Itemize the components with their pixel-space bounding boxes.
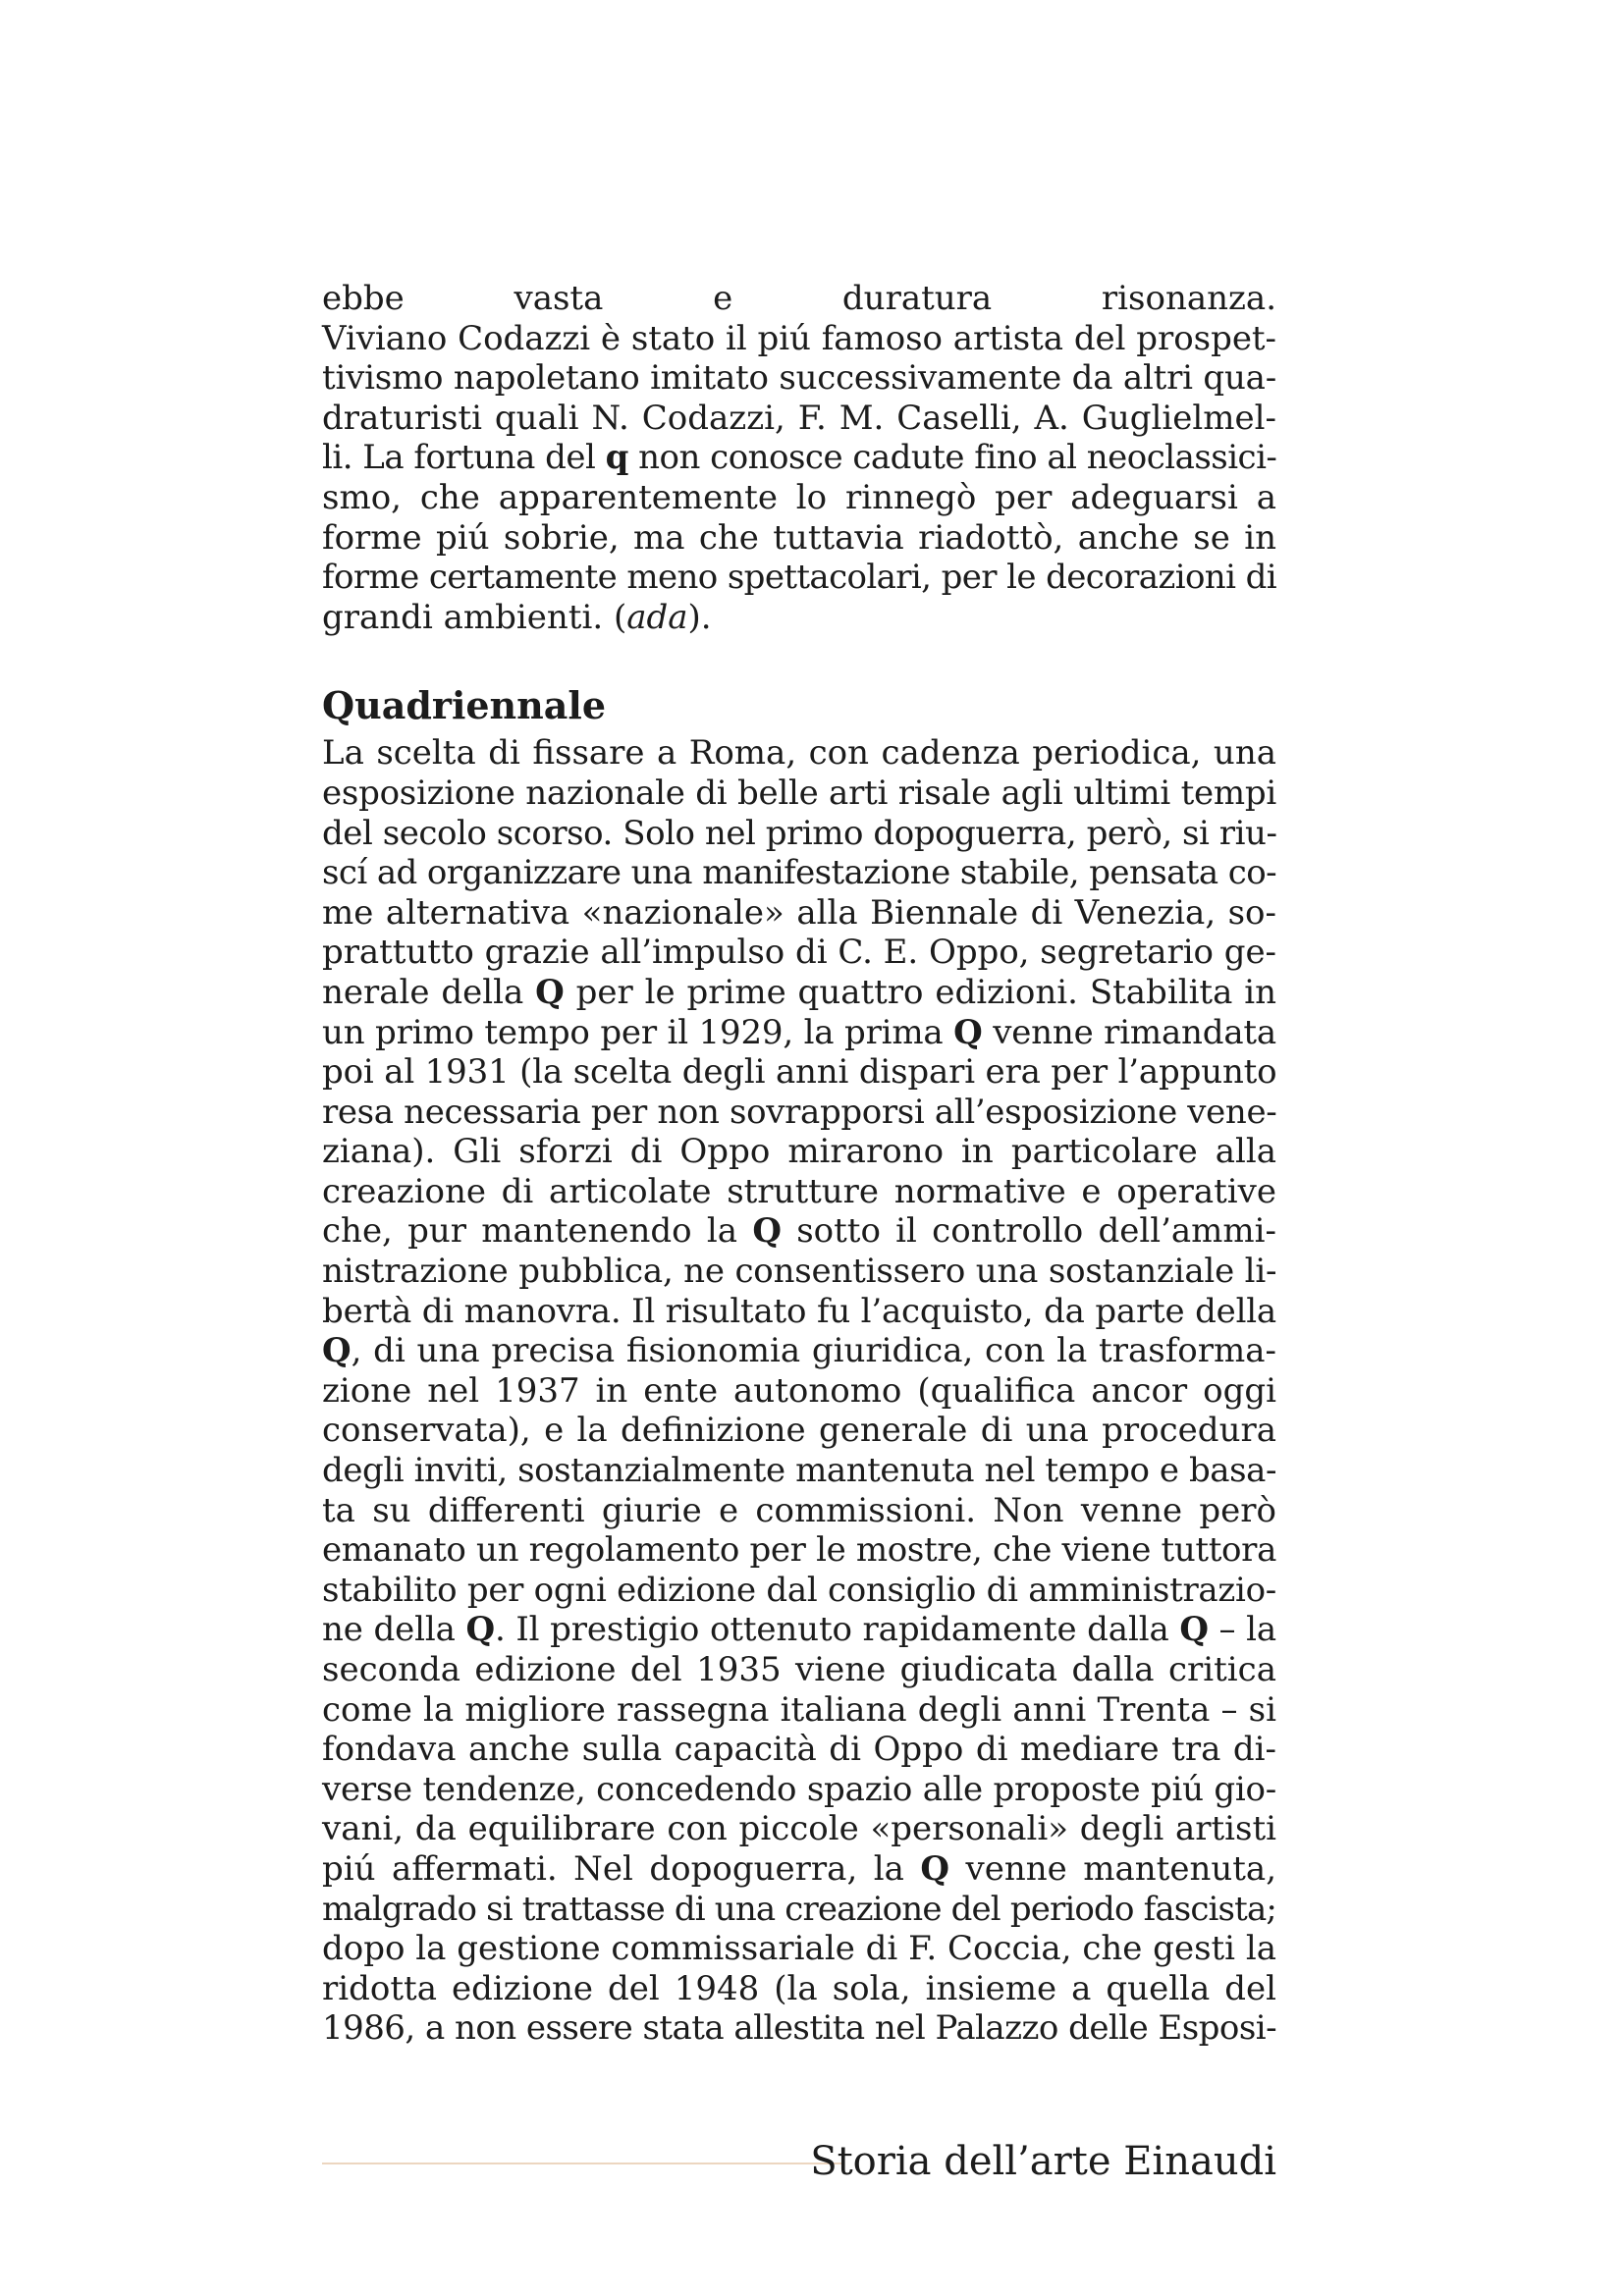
text-line: fondava anche sulla capacità di Oppo di mediare tra di- [322,1730,1276,1770]
footer-title: Storia dell’arte Einaudi [810,2139,1276,2184]
text-line: ziana). Gli sforzi di Oppo mirarono in particolare alla [322,1132,1276,1172]
text-line: vani, da equilibrare con piccole «personali» degli artisti [322,1809,1276,1849]
text-line: come la migliore rassegna italiana degli anni Trenta – si [322,1689,1276,1730]
text-column [322,279,1276,2049]
author-initials: ada [626,597,688,637]
footer-divider [322,2163,842,2164]
text-line: ne della Q. Il prestigio ottenuto rapidamente dalla Q – la [322,1610,1276,1650]
text-line: piú affermati. Nel dopoguerra, la Q venne mantenuta, [322,1848,1276,1889]
text-line: forme piú sobrie, ma che tuttavia riadottò, anche se in [322,517,1276,558]
abbreviation-q: Q [465,1610,495,1650]
entry-paragraph [322,733,1276,2049]
text-line: stabilito per ogni edizione dal consiglio di amministrazio- [322,1570,1276,1610]
abbreviation-q: Q [1179,1610,1209,1650]
text-line: 1986, a non essere stata allestita nel Palazzo delle Esposi- [322,2008,1277,2049]
text-line: che, pur mantenendo la Q sotto il controllo dell’ammi- [322,1211,1276,1252]
text-line: conservata), e la definizione generale di una procedura [322,1411,1276,1451]
text-line: scí ad organizzare una manifestazione stabile, pensata co- [322,853,1277,893]
text-line: ridotta edizione del 1948 (la sola, insieme a quella del [322,1968,1276,2008]
abbreviation-q: Q [535,972,565,1012]
text-line: Viviano Codazzi è stato il piú famoso artista del prospet- [322,318,1276,358]
text-line: tivismo napoletano imitato successivamente da altri qua- [322,358,1276,399]
text-line: del secolo scorso. Solo nel primo dopoguerra, però, si riu- [322,813,1277,853]
text-line: Q, di una precisa fisionomia giuridica, con la trasforma- [322,1331,1276,1371]
text-line: esposizione nazionale di belle arti risale agli ultimi tempi [322,773,1276,813]
text-line: malgrado si trattasse di una creazione del periodo fascista; [322,1889,1276,1929]
text-line: emanato un regolamento per le mostre, che viene tuttora [322,1530,1276,1571]
text-line: grandi ambienti. (ada). [322,597,712,637]
entry-heading: Quadriennale [322,683,607,728]
text-line: ebbe vasta e duratura risonanza. [322,279,1276,318]
text-line: poi al 1931 (la scelta degli anni dispari era per l’appunto [322,1052,1277,1093]
text-line: seconda edizione del 1935 viene giudicata dalla critica [322,1650,1276,1689]
intro-paragraph [322,279,1276,637]
text-line: creazione di articolate strutture normative e operative [322,1171,1276,1211]
text-line: resa necessaria per non sovrapporsi all’esposizione vene- [322,1092,1277,1132]
text-line: nistrazione pubblica, ne consentissero una sostanziale li- [322,1252,1277,1292]
text-line: La scelta di fissare a Roma, con cadenza periodica, una [322,733,1276,774]
abbreviation-q: Q [752,1211,782,1252]
abbreviation-q: Q [920,1848,950,1889]
text-line: me alternativa «nazionale» alla Biennale di Venezia, so- [322,892,1276,933]
text-line: li. La fortuna del q non conosce cadute fino al neoclassici- [322,438,1277,478]
text-line: degli inviti, sostanzialmente mantenuta nel tempo e basa- [322,1451,1276,1491]
text-line: bertà di manovra. Il risultato fu l’acquisto, da parte della [322,1291,1276,1331]
text-line: zione nel 1937 in ente autonomo (qualifica ancor oggi [322,1370,1276,1411]
text-line: prattutto grazie all’impulso di C. E. Oppo, segretario ge- [322,933,1276,973]
abbreviation-q: q [605,438,628,478]
text-line: smo, che apparentemente lo rinnegò per adeguarsi a [322,477,1276,517]
text-line: dopo la gestione commissariale di F. Coccia, che gesti la [322,1929,1277,1969]
abbreviation-q: Q [322,1331,352,1371]
text-line: nerale della Q per le prime quattro edizioni. Stabilita in [322,972,1276,1012]
text-line: verse tendenze, concedendo spazio alle proposte piú gio- [322,1769,1276,1809]
text-line: ta su differenti giurie e commissioni. Non venne però [322,1490,1276,1530]
text-line: un primo tempo per il 1929, la prima Q venne rimandata [322,1012,1276,1052]
abbreviation-q: Q [953,1012,983,1052]
text-line: draturisti quali N. Codazzi, F. M. Caselli, A. Guglielmel- [322,398,1276,438]
text-line: forme certamente meno spettacolari, per le decorazioni di [322,558,1276,598]
